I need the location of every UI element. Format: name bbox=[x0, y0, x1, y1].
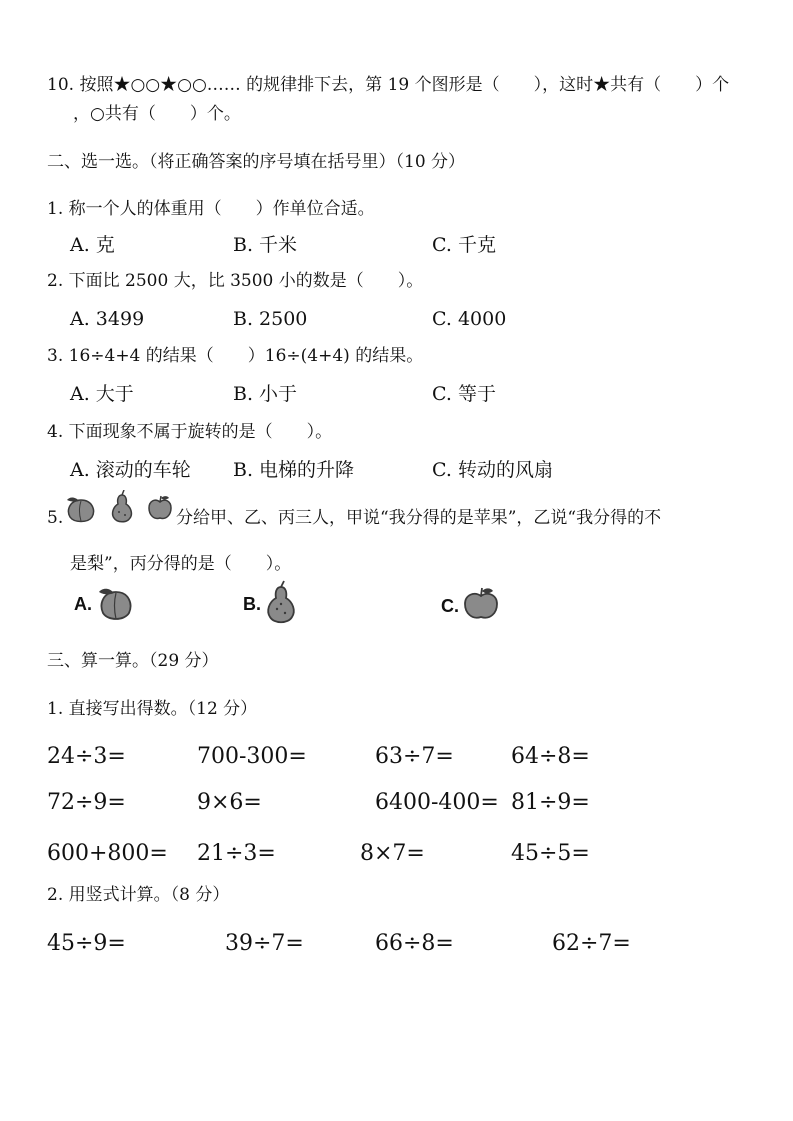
calc-item: 24÷3= bbox=[47, 744, 126, 769]
q4-option-b: B. 电梯的升降 bbox=[233, 459, 355, 481]
part1-title: 1. 直接写出得数。（12 分） bbox=[47, 699, 258, 719]
calc-item: 9×6= bbox=[197, 790, 262, 815]
q4-option-c: C. 转动的风扇 bbox=[432, 459, 553, 481]
calc-item: 45÷5= bbox=[511, 841, 590, 866]
peach-icon bbox=[64, 494, 98, 524]
question-5-text: 分给甲、乙、丙三人，甲说“我分得的是苹果”，乙说“我分得的不 bbox=[176, 508, 662, 528]
vertical-calc-item: 45÷9= bbox=[47, 931, 126, 956]
section3-heading: 三、算一算。（29 分） bbox=[47, 651, 219, 671]
calc-item: 21÷3= bbox=[197, 841, 276, 866]
question-2: 2. 下面比 2500 大，比 3500 小的数是（ ）。 bbox=[47, 271, 424, 291]
calc-item: 72÷9= bbox=[47, 790, 126, 815]
question-1: 1. 称一个人的体重用（ ）作单位合适。 bbox=[47, 199, 375, 219]
apple-icon bbox=[462, 586, 500, 622]
calc-item: 63÷7= bbox=[375, 744, 454, 769]
question-5-number: 5. bbox=[47, 508, 64, 528]
part2-title: 2. 用竖式计算。（8 分） bbox=[47, 885, 230, 905]
calc-item: 6400-400= bbox=[375, 790, 499, 815]
q4-option-a: A. 滚动的车轮 bbox=[70, 459, 191, 481]
calc-item: 600+800= bbox=[47, 841, 168, 866]
vertical-calc-item: 66÷8= bbox=[375, 931, 454, 956]
q10-line1: 10. 按照★○○★○○…… 的规律排下去，第 19 个图形是（ ），这时★共有（ ）个 bbox=[47, 75, 730, 95]
q5-option-c: C. bbox=[441, 596, 459, 616]
q3-option-c: C. 等于 bbox=[432, 383, 496, 405]
peach-icon bbox=[96, 585, 136, 623]
vertical-calc-item: 62÷7= bbox=[552, 931, 631, 956]
q3-option-b: B. 小于 bbox=[233, 383, 298, 405]
vertical-calc-item: 39÷7= bbox=[225, 931, 304, 956]
q10-line2: ，○共有（ ）个。 bbox=[73, 104, 241, 124]
q1-option-b: B. 千米 bbox=[233, 234, 298, 256]
apple-icon bbox=[146, 494, 174, 522]
q2-option-a: A. 3499 bbox=[70, 308, 145, 330]
pear-icon bbox=[263, 580, 299, 626]
section2-heading: 二、选一选。（将正确答案的序号填在括号里）（10 分） bbox=[47, 152, 466, 172]
question-4: 4. 下面现象不属于旋转的是（ ）。 bbox=[47, 422, 333, 442]
calc-item: 64÷8= bbox=[511, 744, 590, 769]
q1-option-a: A. 克 bbox=[70, 234, 115, 256]
q1-option-c: C. 千克 bbox=[432, 234, 496, 256]
q5-option-a: A. bbox=[74, 594, 92, 614]
question-5-line2: 是梨”，丙分得的是（ ）。 bbox=[70, 554, 292, 574]
pear-icon bbox=[108, 490, 136, 524]
calc-item: 8×7= bbox=[360, 841, 425, 866]
q3-option-a: A. 大于 bbox=[70, 383, 134, 405]
q5-option-b: B. bbox=[243, 594, 261, 614]
calc-item: 700-300= bbox=[197, 744, 307, 769]
q2-option-c: C. 4000 bbox=[432, 308, 507, 330]
q2-option-b: B. 2500 bbox=[233, 308, 308, 330]
calc-item: 81÷9= bbox=[511, 790, 590, 815]
question-3: 3. 16÷4+4 的结果（ ）16÷(4+4) 的结果。 bbox=[47, 346, 424, 366]
